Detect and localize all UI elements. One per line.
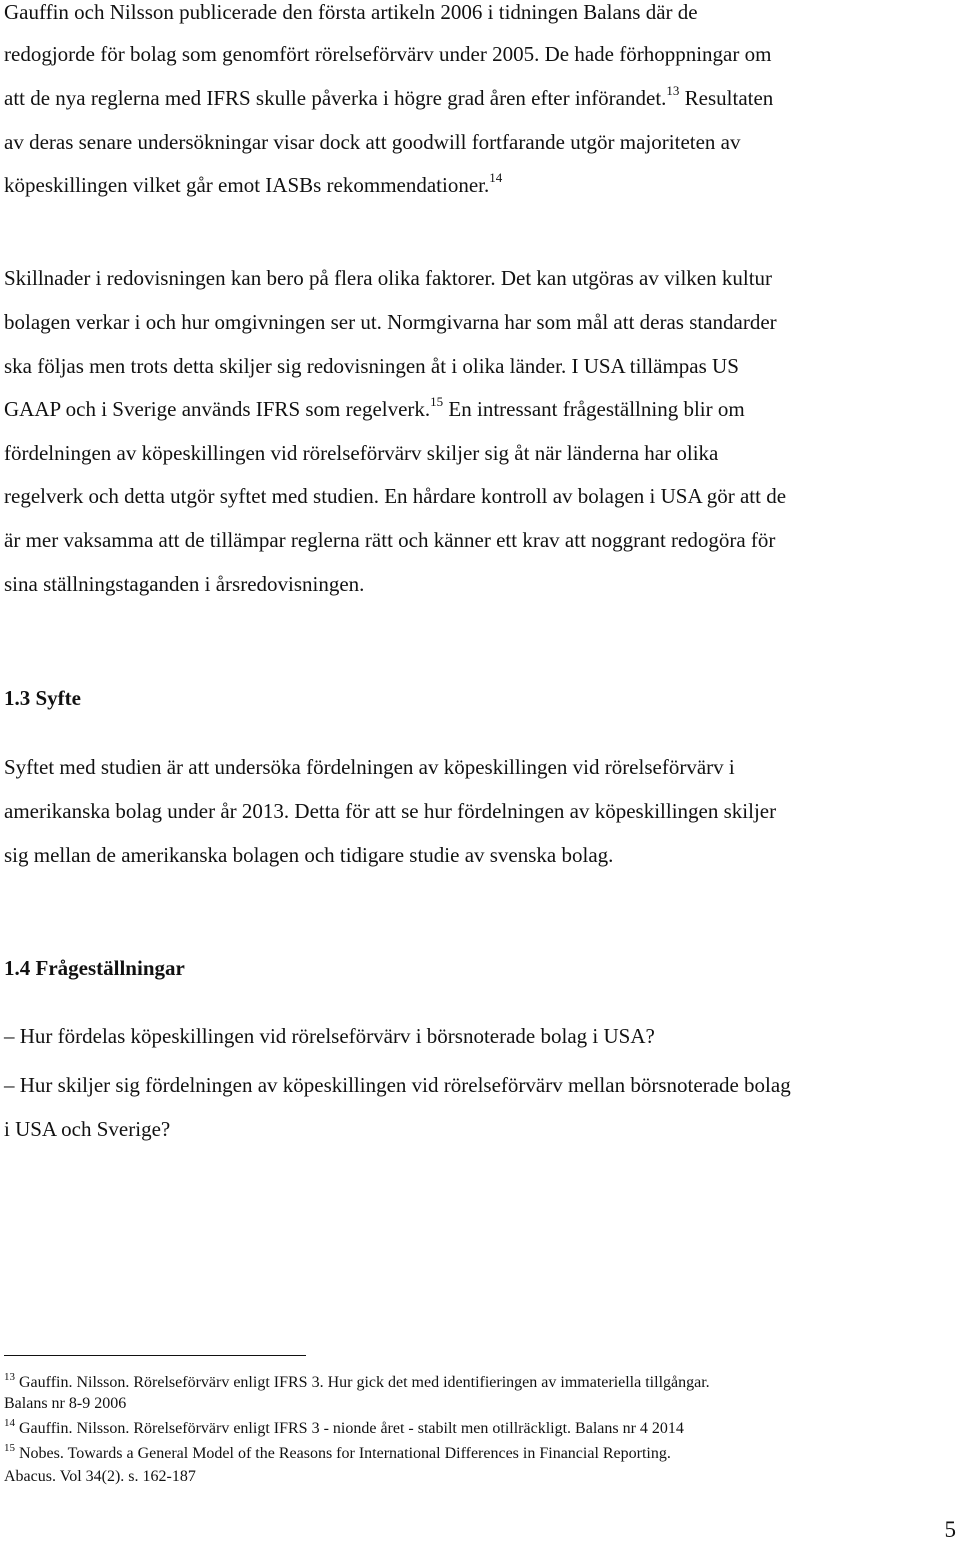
text-span: Resultaten bbox=[679, 86, 774, 110]
footnote-ref-13[interactable]: 13 bbox=[666, 83, 680, 98]
body-text-line: amerikanska bolag under år 2013. Detta för att se hur fördelningen av köpeskillingen skiljer bbox=[4, 799, 777, 823]
body-text-line: Gauffin och Nilsson publicerade den första artikeln 2006 i tidningen Balans där de bbox=[4, 0, 698, 24]
footnote-number: 15 bbox=[4, 1442, 15, 1454]
footnote-14 bbox=[4, 1417, 684, 1437]
question-item: – Hur fördelas köpeskillingen vid rörelseförvärv i börsnoterade bolag i USA? bbox=[4, 1024, 655, 1048]
body-text-line: är mer vaksamma att de tillämpar reglerna rätt och känner ett krav att noggrant redogöra för bbox=[4, 528, 776, 552]
body-text-line bbox=[4, 83, 774, 110]
body-text-line: redogjorde för bolag som genomfört rörelseförvärv under 2005. De hade förhoppningar om bbox=[4, 42, 772, 66]
footnote-ref-14[interactable]: 14 bbox=[489, 170, 503, 185]
text-span: GAAP och i Sverige används IFRS som regelverk. bbox=[4, 397, 431, 421]
footnote-text: Nobes. Towards a General Model of the Reasons for International Differences in Financial Reporting. bbox=[15, 1445, 671, 1462]
footnote-text: Gauffin. Nilsson. Rörelseförvärv enligt IFRS 3 - nionde året - stabilt men otillräckligt. Balans nr 4 2014 bbox=[15, 1420, 684, 1437]
page-number: 5 bbox=[944, 1517, 956, 1542]
body-text-line: ska följas men trots detta skiljer sig redovisningen åt i olika länder. I USA tillämpas US bbox=[4, 354, 739, 378]
body-text-line: sig mellan de amerikanska bolagen och tidigare studie av svenska bolag. bbox=[4, 843, 614, 867]
footnote-separator bbox=[4, 1355, 306, 1356]
section-heading-fragestallningar: 1.4 Frågeställningar bbox=[4, 956, 185, 980]
body-text-line: sina ställningstaganden i årsredovisningen. bbox=[4, 572, 365, 596]
footnote-number: 13 bbox=[4, 1371, 15, 1383]
question-item: – Hur skiljer sig fördelningen av köpeskillingen vid rörelseförvärv mellan börsnoterade bolag bbox=[4, 1073, 791, 1097]
footnote-13 bbox=[4, 1371, 710, 1391]
body-text-line: Skillnader i redovisningen kan bero på flera olika faktorer. Det kan utgöras av vilken kultur bbox=[4, 266, 773, 290]
body-text-line: Syftet med studien är att undersöka fördelningen av köpeskillingen vid rörelseförvärv i bbox=[4, 755, 735, 779]
footnote-number: 14 bbox=[4, 1417, 15, 1429]
footnote-text: Gauffin. Nilsson. Rörelseförvärv enligt IFRS 3. Hur gick det med identifieringen av immateriella tillgångar. bbox=[15, 1374, 710, 1391]
body-text-line: av deras senare undersökningar visar dock att goodwill fortfarande utgör majoriteten av bbox=[4, 130, 741, 154]
text-span: En intressant frågeställning blir om bbox=[443, 397, 745, 421]
footnote-13-continuation: Balans nr 8-9 2006 bbox=[4, 1395, 127, 1412]
footnote-ref-15[interactable]: 15 bbox=[430, 394, 444, 409]
footnote-15 bbox=[4, 1442, 671, 1462]
body-text-line: fördelningen av köpeskillingen vid rörelseförvärv skiljer sig åt när länderna har olika bbox=[4, 441, 719, 465]
body-text-line: regelverk och detta utgör syftet med studien. En hårdare kontroll av bolagen i USA gör att de bbox=[4, 484, 787, 508]
body-text-line bbox=[4, 394, 745, 421]
section-heading-syfte: 1.3 Syfte bbox=[4, 686, 81, 710]
question-item-continuation: i USA och Sverige? bbox=[4, 1117, 171, 1141]
footnote-15-continuation: Abacus. Vol 34(2). s. 162-187 bbox=[4, 1468, 196, 1485]
body-text-line: bolagen verkar i och hur omgivningen ser ut. Normgivarna har som mål att deras standarder bbox=[4, 310, 777, 334]
body-text-line bbox=[4, 170, 503, 197]
text-span: att de nya reglerna med IFRS skulle påverka i högre grad åren efter införandet. bbox=[4, 86, 667, 110]
text-span: köpeskillingen vilket går emot IASBs rekommendationer. bbox=[4, 173, 490, 197]
